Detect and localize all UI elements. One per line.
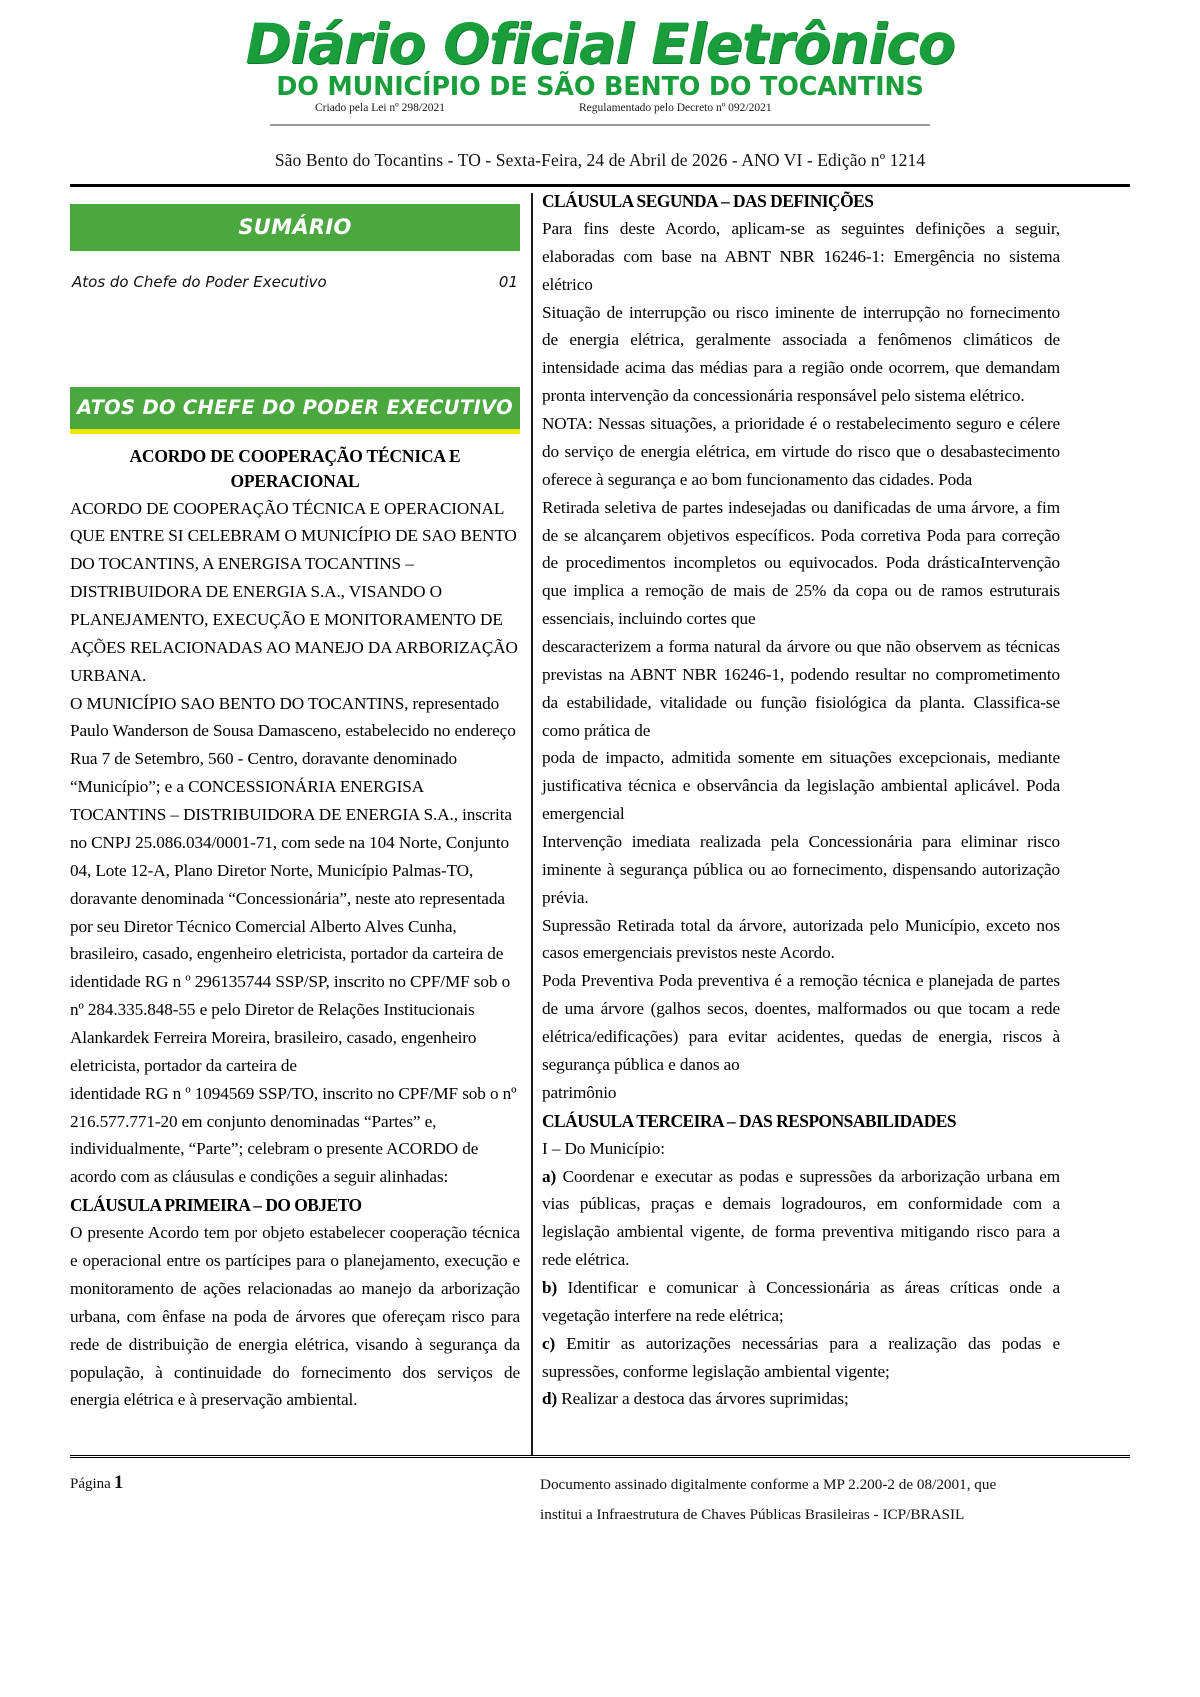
item-letter-b: b) [542, 1278, 558, 1298]
sumario-entry-label: Atos do Chefe do Poder Executivo [72, 272, 327, 291]
signature-line-1: Documento assinado digitalmente conforme a MP 2.200-2 de 08/2001, que [540, 1475, 997, 1493]
definitions-paragraph-1: Para fins deste Acordo, aplicam-se as seguintes definições a seguir, elaboradas com base na ABNT NBR 16246-1: Emergência no sistema elétrico [542, 219, 1060, 294]
masthead-divider [270, 124, 930, 126]
definitions-paragraph-2: Situação de interrupção ou risco iminente de interrupção no fornecimento de energia elétrica, geralmente associada a fenômenos climáticos de intensidade acima das médias para a região onde ocorrem, que demandam pronta intervenção da concessionária responsável pelo sistema elétrico. [542, 302, 1060, 406]
sumario-banner: SUMÁRIO [70, 204, 520, 251]
responsibilities-subheading: I – Do Município: [542, 1138, 665, 1158]
responsibility-item-b [542, 1274, 1060, 1330]
left-column [70, 187, 520, 1414]
publication-subtitle: DO MUNICÍPIO DE SÃO BENTO DO TOCANTINS [276, 72, 924, 103]
page-footer [70, 1458, 1130, 1554]
responsibility-item-a [542, 1163, 1060, 1274]
item-letter-d: d) [542, 1389, 558, 1409]
sumario-entry[interactable] [70, 273, 520, 291]
page-number-value: 1 [113, 1471, 124, 1493]
definitions-poda-emergencial-paragraph: Intervenção imediata realizada pela Concessionária para eliminar risco iminente à segurança pública ou ao fornecimento, dispensando autorização prévia. [542, 831, 1060, 907]
definitions-note-paragraph: NOTA: Nessas situações, a prioridade é o restabelecimento seguro e célere do serviço de energia elétrica, em virtude do risco que o desabastecimento oferece à segurança e ao bom funcionamento das cidades. Poda [542, 414, 1060, 489]
created-by-law-note: Criado pela Lei nº 298/2021 [315, 101, 446, 114]
item-letter-c: c) [542, 1333, 556, 1353]
definitions-poda-preventiva-paragraph: Poda Preventiva Poda preventiva é a remoção técnica e planejada de partes de uma árvore (galhos secos, doentes, malformados ou que tocam a rede elétrica/edificações) para evitar acidentes, quedas de energia, riscos à segurança pública e danos ao [542, 971, 1060, 1074]
clause-second-heading: CLÁUSULA SEGUNDA – DAS DEFINIÇÕES [542, 190, 874, 211]
item-text-d: Realizar a destoca das árvores suprimidas; [557, 1389, 849, 1409]
definitions-poda-drastica-paragraph: descaracterizem a forma natural da árvore ou que não observem as técnicas previstas na ABNT NBR 16246-1, podendo resultar no comprometimento da estabilidade, vitalidade ou função fisiológica da planta. Classifica-se como prática de [542, 636, 1060, 740]
item-text-a: Coordenar e executar as podas e supressões da arborização urbana em vias públicas, praças e demais logradouros, em conformidade com a legislação ambiental vigente, de forma preventiva mitigando risco para a rede elétrica. [542, 1166, 1060, 1270]
preamble-paragraph: ACORDO DE COOPERAÇÃO TÉCNICA E OPERACIONAL QUE ENTRE SI CELEBRAM O MUNICÍPIO DE SAO BENTO DO TOCANTINS, A ENERGISA TOCANTINS – DISTRIBUIDORA DE ENERGIA S.A., VISANDO O PLANEJAMENTO, EXECUÇÃO E MONITORAMENTO DE AÇÕES RELACIONADAS AO MANEJO DA ARBORIZAÇÃO URBANA. [70, 498, 518, 685]
item-text-b: Identificar e comunicar à Concessionária as áreas críticas onde a vegetação interfere na rede elétrica; [542, 1278, 1060, 1325]
sumario-list [70, 273, 520, 291]
definitions-supressao-paragraph: Supressão Retirada total da árvore, autorizada pelo Município, exceto nos casos emergenciais previstos neste Acordo. [542, 915, 1060, 963]
masthead [0, 0, 1200, 126]
sumario-entry-page: 01 [498, 272, 518, 291]
right-column [542, 187, 1060, 1413]
section-banner-accent-rule [70, 429, 520, 434]
clause-third-heading: CLÁUSULA TERCEIRA – DAS RESPONSABILIDADES [542, 1110, 957, 1131]
digital-signature-notice [540, 1470, 1060, 1529]
page-number-label: Página [70, 1475, 111, 1492]
item-letter-a: a) [542, 1166, 557, 1186]
signature-line-2: institui a Infraestrutura de Chaves Públicas Brasileiras - ICP/BRASIL [540, 1505, 965, 1523]
sumario-spacer [70, 291, 520, 387]
document-title [70, 444, 520, 495]
definitions-poda-paragraph: Retirada seletiva de partes indesejadas ou danificadas de uma árvore, a fim de se alcançarem objetivos específicos. Poda corretiva Poda para correção de procedimentos incompletos ou equivocados. Poda drásticaIntervenção que implica a remoção de mais de 25% da copa ou de ramos estruturais essenciais, incluindo cortes que [542, 497, 1060, 629]
clause-first-body: O presente Acordo tem por objeto estabelecer cooperação técnica e operacional entre os partícipes para o planejamento, execução e monitoramento de ações relacionadas ao manejo da arborização urbana, com ênfase na poda de árvores que ofereçam risco para rede de distribuição de energia elétrica, visando à segurança da população, à continuidade do fornecimento dos serviços de energia elétrica e à preservação ambiental. [70, 1223, 520, 1410]
section-banner-atos: ATOS DO CHEFE DO PODER EXECUTIVO [70, 387, 520, 429]
definitions-patrimonio-paragraph: patrimônio [542, 1082, 617, 1102]
responsibility-item-c [542, 1330, 1060, 1386]
document-title-line-2: OPERACIONAL [230, 471, 360, 492]
item-text-c: Emitir as autorizações necessárias para a realização das podas e supressões, conforme legislação ambiental vigente; [542, 1333, 1060, 1381]
clause-first-heading: CLÁUSULA PRIMEIRA – DO OBJETO [70, 1195, 362, 1216]
document-title-line-1: ACORDO DE COOPERAÇÃO TÉCNICA E [129, 445, 461, 466]
representative-2-id-paragraph: identidade RG n º 1094569 SSP/TO, inscrito no CPF/MF sob o nº 216.577.771-20 em conjunto denominadas “Partes” e, individualmente, “Parte”; celebram o presente ACORDO de acordo com as cláusulas e condições a seguir alinhadas: [70, 1083, 517, 1187]
masthead-legal-notes [309, 102, 891, 118]
column-divider [531, 193, 533, 1455]
publication-title: Diário Oficial Eletrônico [245, 12, 955, 76]
regulated-by-decree-note: Regulamentado pelo Decreto nº 092/2021 [579, 101, 772, 114]
definitions-poda-impacto-paragraph: poda de impacto, admitida somente em situações excepcionais, mediante justificativa técnica e observância da legislação ambiental aplicável. Poda emergencial [542, 748, 1060, 824]
dateline: São Bento do Tocantins - TO - Sexta-Feira, 24 de Abril de 2026 - ANO VI - Edição nº 1214 [274, 149, 926, 170]
page-number-indicator [70, 1472, 123, 1494]
representative-1-id-paragraph: identidade RG n º 296135744 SSP/SP, inscrito no CPF/MF sob o nº 284.335.848-55 e pelo Diretor de Relações Institucionais Alankardek Ferreira Moreira, brasileiro, casado, engenheiro eletricista, portador da carteira de [70, 972, 511, 1075]
responsibility-item-d [542, 1385, 1060, 1413]
two-column-body [70, 187, 1130, 1455]
parties-paragraph: O MUNICÍPIO SAO BENTO DO TOCANTINS, representado Paulo Wanderson de Sousa Damasceno, estabelecido no endereço Rua 7 de Setembro, 560 - Centro, doravante denominado “Município”; e a CONCESSIONÁRIA ENERGISA TOCANTINS – DISTRIBUIDORA DE ENERGIA S.A., inscrita no CNPJ 25.086.034/0001-71, com sede na 104 Norte, Conjunto 04, Lote 12-A, Plano Diretor Norte, Município Palmas-TO, doravante denominada “Concessionária”, neste ato representada por seu Diretor Técnico Comercial Alberto Alves Cunha, brasileiro, casado, engenheiro eletricista, portador da carteira de [70, 693, 516, 964]
